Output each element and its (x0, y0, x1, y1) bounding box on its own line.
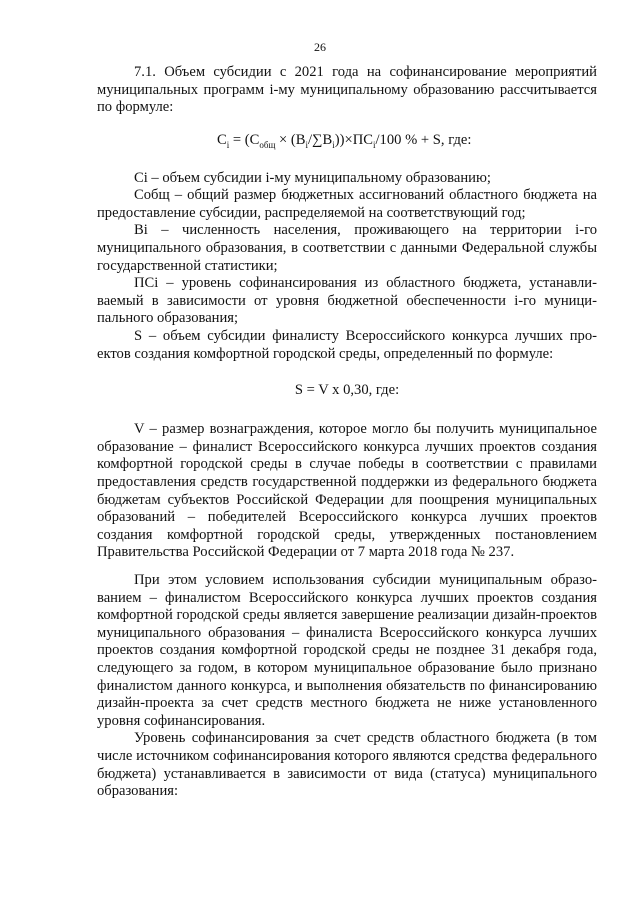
formula-part: /∑B (308, 131, 333, 148)
intro-paragraph: 7.1. Объем субсидии с 2021 года на софинансирование мероприятий муниципальных программ i-му муниципальному образованию рассчитывается по формуле: (97, 64, 597, 116)
formula-sub: i (372, 139, 376, 150)
formula-part: × (B (275, 131, 306, 148)
document-body (97, 64, 597, 801)
formula-part: /100 % + S, где: (375, 131, 472, 148)
formula-sub: i (305, 139, 309, 150)
paragraph-cofinancing: Уровень софинансирования за счет средств областного бюджета (в том числе источником софинансирования которого являются средства федерального бюджета) устанавливается в зависимости от вида (статуса) муниципального образования: (97, 730, 597, 800)
definition-s: S – объем субсидии финалисту Всероссийского конкурса лучших проектов создания комфортной городской среды, определенный по формуле: (97, 328, 597, 362)
paragraph-condition: При этом условием использования субсидии муниципальным образованием – финалистом Всероссийского конкурса лучших проектов создания комфортной городской среды является завершение реализации дизайн-проектов муниципального образования – финалиста Всероссийского конкурса лучших проектов создания комфортной городской среды не позднее 31 декабря года, следующего за годом, в котором муниципальное образование было признано финалистом данного конкурса, и выполнения обязательств по финансированию дизайн-проекта за счет средств местного бюджета не ниже установленного уровня софинансирования. (97, 571, 597, 729)
definition-bi: Bi – численность населения, проживающего на территории i-го муниципального образования, в соответствии с данными Федеральной службы государственной статистики; (97, 222, 597, 274)
formula-sub: общ (259, 139, 276, 150)
subsidy-formula (217, 131, 597, 154)
page-number: 26 (314, 40, 326, 54)
definition-cobsh: Cобщ – общий размер бюджетных ассигнований областного бюджета на предоставление субсидии, распределяемой на соответствующий год; (97, 187, 597, 221)
formula-part: = (C (229, 131, 260, 148)
definition-ci: Ci – объем субсидии i-му муниципальному образованию; (134, 169, 491, 186)
formula-lhs-sub: i (226, 139, 230, 150)
formula-lhs: C (217, 131, 227, 148)
paragraph-v: V – размер вознаграждения, которое могло бы получить муниципальное образование – финалист Всероссийского конкурса лучших проектов создания комфортной городской среды в случае победы в соответствии с правилами предоставления средств государственной поддержки из федерального бюджета бюджетам субъектов Российской Федерации для поощрения муниципальных образований – победителей Всероссийского конкурса лучших проектов создания комфортной городской среды, утвержденных постановлением Правительства Российской Федерации от 7 марта 2018 года № 237. (97, 421, 597, 561)
s-formula: S = V x 0,30, где: (294, 382, 400, 399)
formula-sub: i (332, 139, 335, 150)
definition-psi: ПСi – уровень софинансирования из областного бюджета, устанавливаемый в зависимости от уровня бюджетной обеспеченности i-го муниципального образования; (97, 275, 597, 327)
formula-part: ))×ПС (334, 131, 373, 148)
